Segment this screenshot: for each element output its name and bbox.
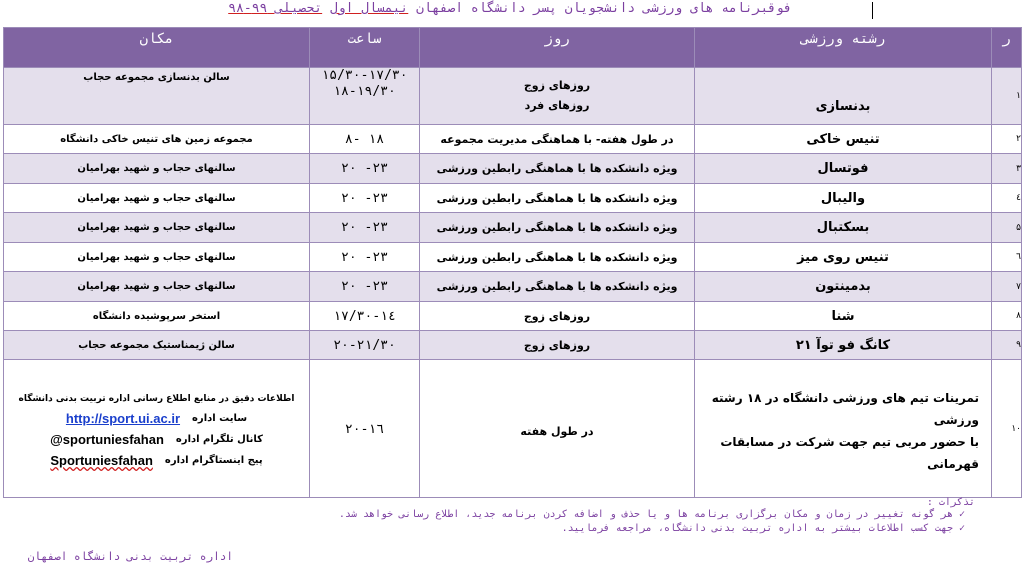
table-row xyxy=(4,302,1022,331)
site-label: سایت اداره xyxy=(192,413,248,424)
row-day xyxy=(420,68,695,125)
row-place: سالن ژیمناستیک مجموعه حجاب xyxy=(4,331,310,360)
row-num: ۵ xyxy=(992,213,1022,243)
row-num: ۷ xyxy=(992,272,1022,302)
header-place: مکان xyxy=(4,28,310,68)
row-day: ویژه دانشکده ها با هماهنگی رابطین ورزشی xyxy=(420,272,695,302)
row-num: ٦ xyxy=(992,243,1022,272)
title-prefix: فوق xyxy=(768,1,792,16)
row-time: ۲۳- ۲۰ xyxy=(310,154,420,184)
telegram-row xyxy=(4,432,309,447)
schedule-table xyxy=(3,27,1022,498)
row-place xyxy=(4,360,310,498)
header-time: ساعت xyxy=(310,28,420,68)
row-sport-line: با حضور مربی تیم جهت شرکت در مسابقات قهرمانی xyxy=(720,434,979,471)
row-place: سالن بدنسازی مجموعه حجاب xyxy=(4,68,310,125)
text-cursor xyxy=(872,2,873,19)
row-day: در طول هفته xyxy=(420,360,695,498)
notes-section xyxy=(200,497,990,536)
table-header-row xyxy=(4,28,1022,68)
row-time: ۲۳- ۲۰ xyxy=(310,184,420,213)
row-sport: فوتسال xyxy=(695,154,992,184)
header-num: ر xyxy=(992,28,1022,68)
row-time: ۲۳- ۲۰ xyxy=(310,213,420,243)
row-sport-line: تمرینات تیم های ورزشی دانشگاه در ۱۸ رشته ورزشی xyxy=(711,390,979,427)
row-sport: بسکتبال xyxy=(695,213,992,243)
row-place: سالنهای حجاب و شهید بهرامیان xyxy=(4,272,310,302)
row-place: سالنهای حجاب و شهید بهرامیان xyxy=(4,154,310,184)
instagram-label: پیج اینستاگرام اداره xyxy=(164,455,263,466)
title-main: برنامه های ورزشی دانشجویان پسر دانشگاه اصفهان xyxy=(416,1,769,16)
row-time: ۲۳- ۲۰ xyxy=(310,243,420,272)
row-place: سالنهای حجاب و شهید بهرامیان xyxy=(4,243,310,272)
row-time: ۲۰-۲۱/۳۰ xyxy=(310,331,420,360)
row-time: ۱٦-۲۰ xyxy=(310,360,420,498)
row-time: ۱٤-۱۷/۳۰ xyxy=(310,302,420,331)
row-num: ۱ xyxy=(992,68,1022,125)
row-time-line: ۱۵/۳۰-۱۷/۳۰ xyxy=(321,68,408,83)
row-place: استخر سرپوشیده دانشگاه xyxy=(4,302,310,331)
row-time: ۱۸ -۸ xyxy=(310,125,420,154)
row-time-line: ۱۸-۱۹/۳۰ xyxy=(333,84,396,99)
telegram-handle: @sportuniesfahan xyxy=(50,432,164,447)
row-sport: تنیس خاکی xyxy=(695,125,992,154)
row-sport: والیبال xyxy=(695,184,992,213)
row-num: ۲ xyxy=(992,125,1022,154)
info-text: اطلاعات دقیق در منابع اطلاع رسانی اداره تربیت بدنی دانشگاه xyxy=(18,394,295,404)
telegram-label: کانال تلگرام اداره xyxy=(175,434,263,445)
check-icon: ✓ xyxy=(958,509,965,520)
row-day-line: روزهای زوج xyxy=(523,79,591,92)
header-day: روز xyxy=(420,28,695,68)
row-day: روزهای زوج xyxy=(420,302,695,331)
table-row xyxy=(4,184,1022,213)
row-place: مجموعه زمین های تنیس خاکی دانشگاه xyxy=(4,125,310,154)
instagram-row xyxy=(4,453,309,468)
table-row xyxy=(4,272,1022,302)
notes-heading: تذکرات : xyxy=(926,497,975,508)
row-place: سالنهای حجاب و شهید بهرامیان xyxy=(4,213,310,243)
row-sport: بدنسازی xyxy=(695,68,992,125)
row-day: در طول هفته- با هماهنگی مدیریت مجموعه xyxy=(420,125,695,154)
row-num: ۸ xyxy=(992,302,1022,331)
table-row xyxy=(4,154,1022,184)
site-row xyxy=(4,411,309,426)
title-year: تحصیلی ۹۹-۹۸ xyxy=(228,1,323,16)
row-sport: بدمینتون xyxy=(695,272,992,302)
note-text: جهت کسب اطلاعات بیشتر به اداره تربیت بدنی دانشگاه، مراجعه فرمایید. xyxy=(561,523,953,534)
row-sport: شنا xyxy=(695,302,992,331)
title-semester: نیمسال اول xyxy=(329,1,409,16)
table-row xyxy=(4,331,1022,360)
row-num: ۱۰ xyxy=(992,360,1022,498)
header-sport: رشته ورزشی xyxy=(695,28,992,68)
table-row xyxy=(4,360,1022,498)
row-sport: تنیس روی میز xyxy=(695,243,992,272)
document-title xyxy=(140,1,880,21)
row-num: ۹ xyxy=(992,331,1022,360)
row-day: ویژه دانشکده ها با هماهنگی رابطین ورزشی xyxy=(420,243,695,272)
row-num: ٤ xyxy=(992,184,1022,213)
table-row xyxy=(4,243,1022,272)
row-day: روزهای زوج xyxy=(420,331,695,360)
row-time: ۲۳- ۲۰ xyxy=(310,272,420,302)
row-day-line: روزهای فرد xyxy=(524,99,590,112)
row-place: سالنهای حجاب و شهید بهرامیان xyxy=(4,184,310,213)
row-sport: کانگ فو توآ ۲۱ xyxy=(695,331,992,360)
note-item xyxy=(200,508,965,522)
row-day: ویژه دانشکده ها با هماهنگی رابطین ورزشی xyxy=(420,184,695,213)
check-icon: ✓ xyxy=(958,523,965,534)
site-link[interactable]: http://sport.ui.ac.ir xyxy=(65,411,181,426)
note-item xyxy=(200,522,965,536)
note-text: هر گونه تغییر در زمان و مکان برگزاری برنامه ها و یا حذف و اضافه کردن برنامه جدید، اطلاع رسانی خواهد شد. xyxy=(338,509,953,520)
row-day: ویژه دانشکده ها با هماهنگی رابطین ورزشی xyxy=(420,213,695,243)
table-row xyxy=(4,213,1022,243)
table-row xyxy=(4,68,1022,125)
row-time xyxy=(310,68,420,125)
table-row xyxy=(4,125,1022,154)
instagram-handle: Sportuniesfahan xyxy=(50,453,153,468)
row-day: ویژه دانشکده ها با هماهنگی رابطین ورزشی xyxy=(420,154,695,184)
footer-signature: اداره تربیت بدنی دانشگاه اصفهان xyxy=(27,550,233,563)
row-sport xyxy=(695,360,992,498)
row-num: ۳ xyxy=(992,154,1022,184)
